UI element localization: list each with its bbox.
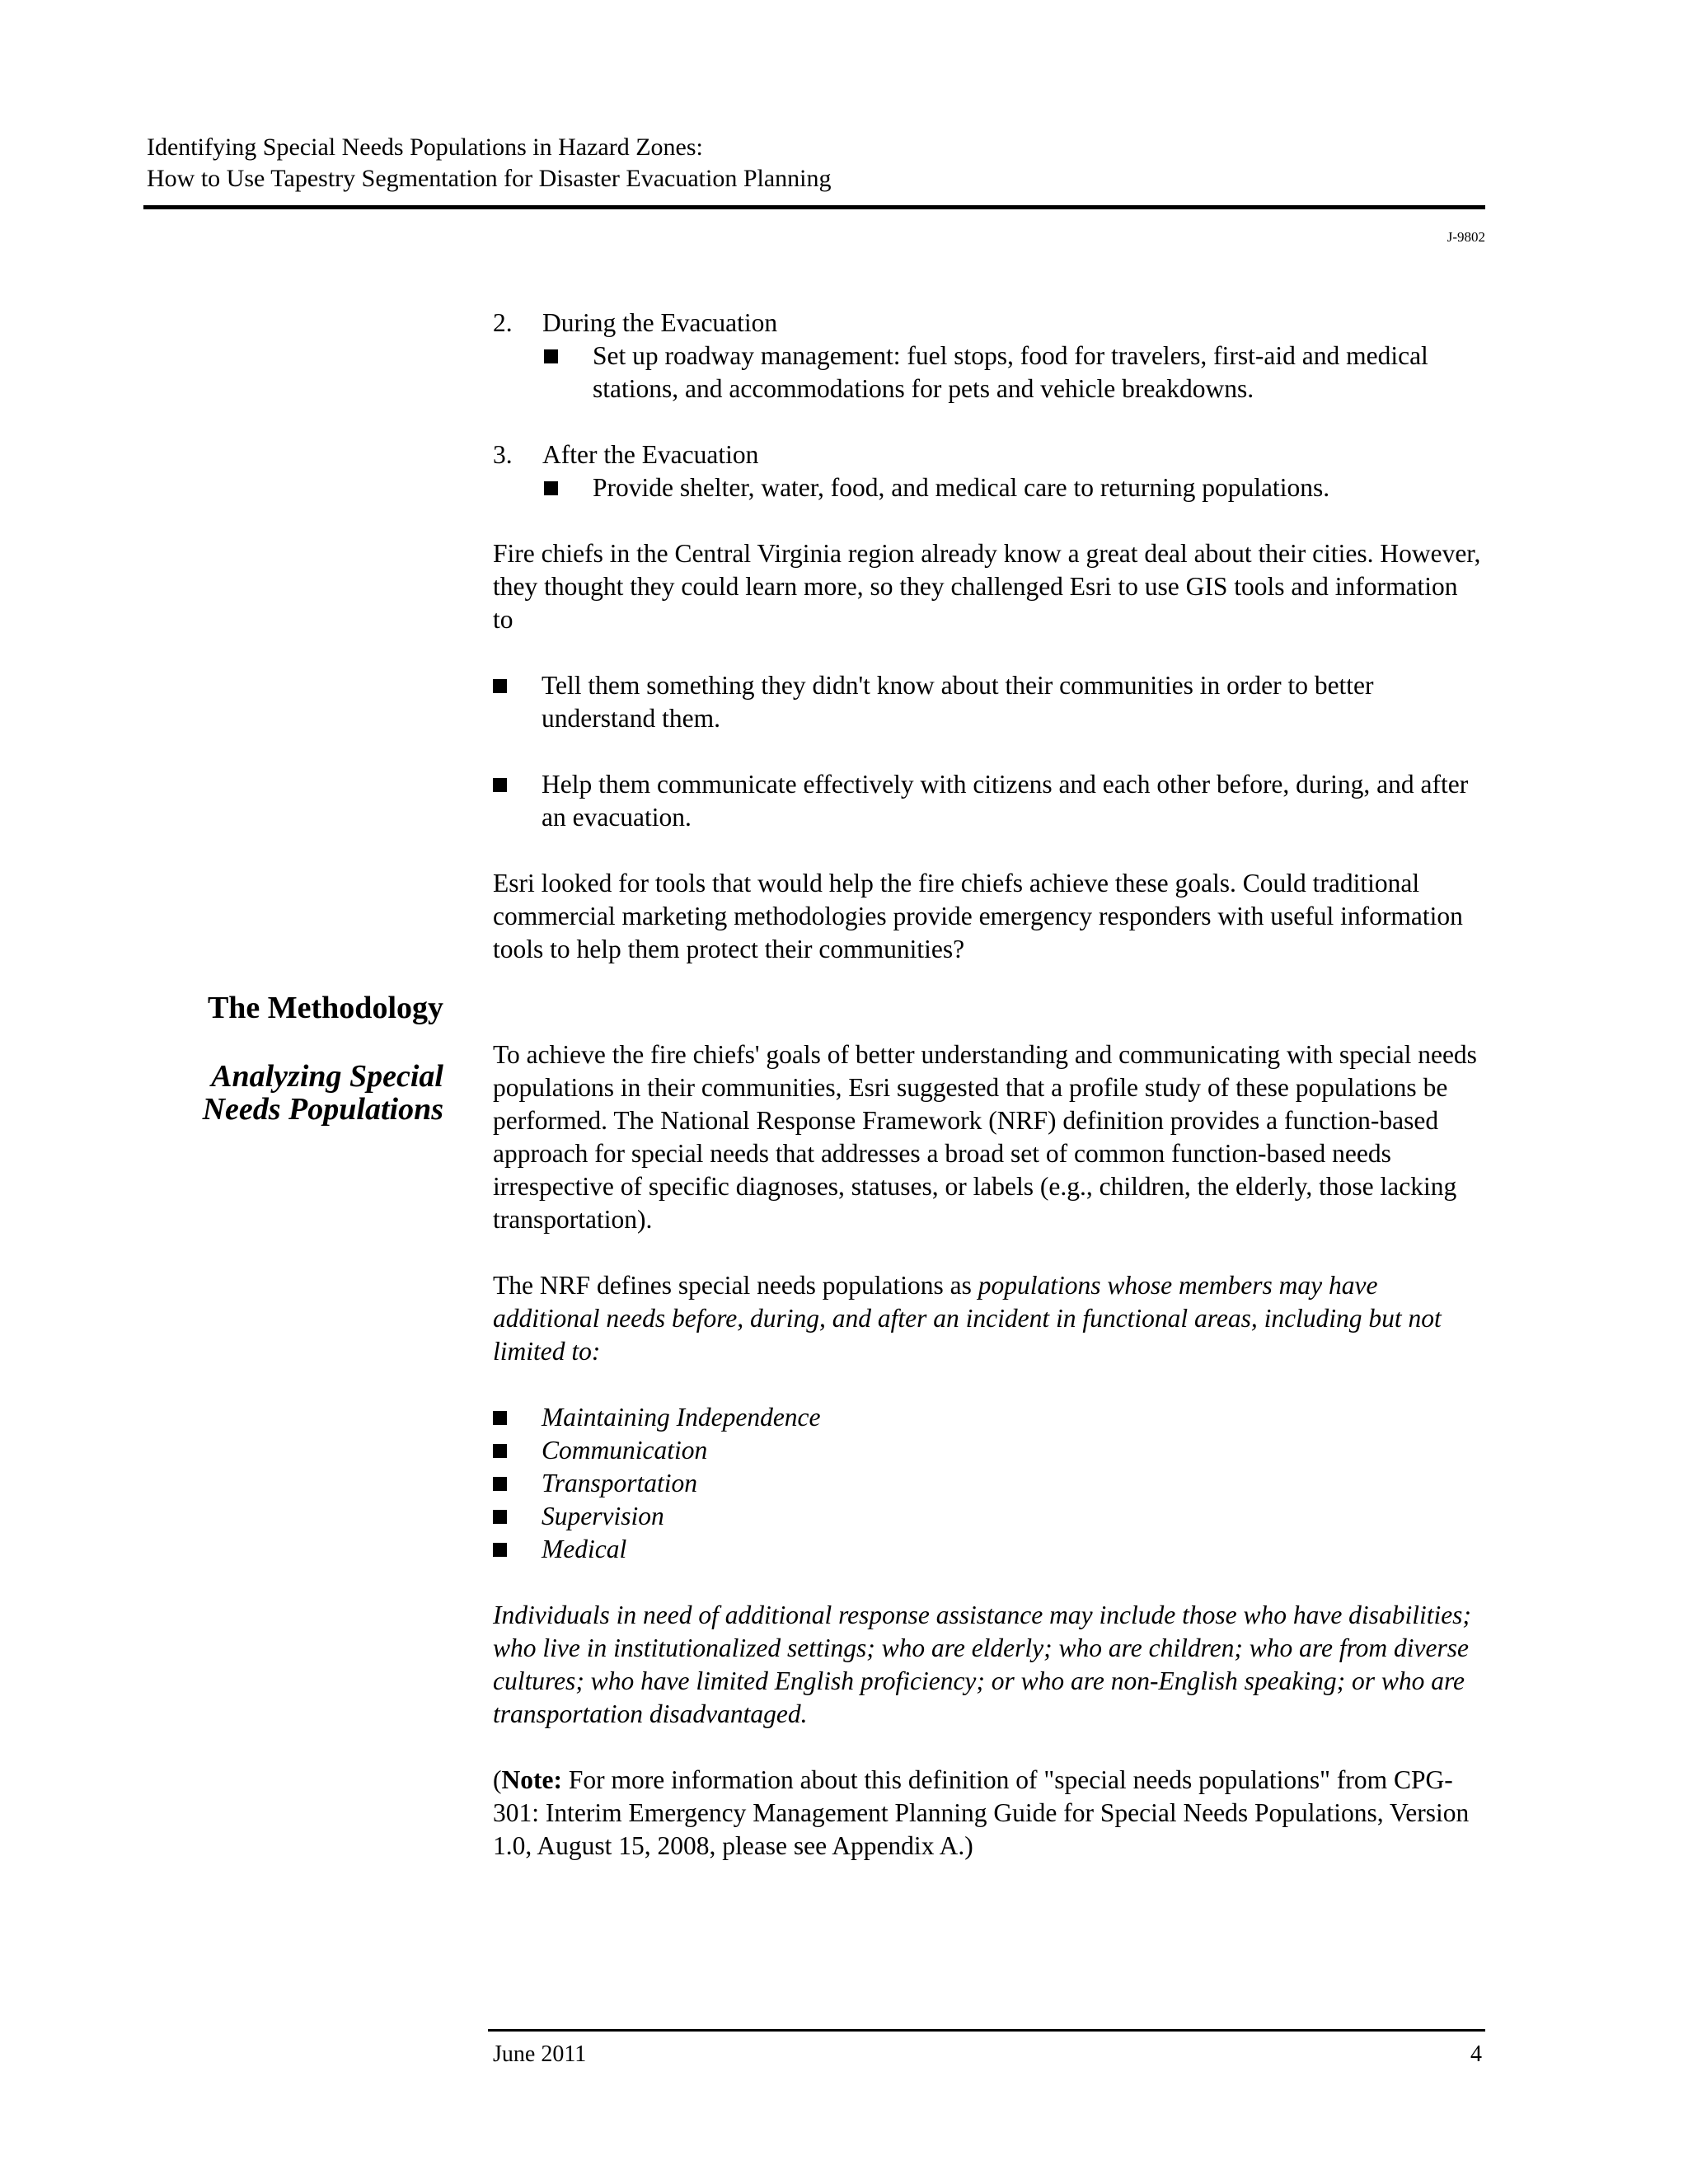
square-bullet-icon — [544, 349, 558, 363]
square-bullet-icon — [493, 1444, 507, 1458]
sub-bullet-text: Set up roadway management: fuel stops, food for travelers, first-aid and medical stations, and accommodations for pets and vehicle breakdowns. — [593, 341, 1428, 403]
subsection-heading-line1: Analyzing Special — [211, 1059, 443, 1094]
square-bullet-icon — [544, 481, 558, 495]
square-bullet-icon — [493, 1477, 507, 1491]
paragraph-definition: populations whose members may have additional needs before, during, and after an incident in functional areas, including but not limited to: — [493, 1271, 1442, 1366]
item-title: After the Evacuation — [542, 440, 759, 469]
sub-bullet — [544, 471, 1482, 504]
bullet-item — [493, 669, 1482, 735]
square-bullet-icon — [493, 778, 507, 792]
paragraph: To achieve the fire chiefs' goals of better understanding and communicating with special needs populations in their communities, Esri suggested that a profile study of these populations be performed. The National Response Framework (NRF) definition provides a function-based approach for special needs that addresses a broad set of common function-based needs irrespective of specific diagnoses, statuses, or labels (e.g., children, the elderly, those lacking transportation). — [493, 1040, 1477, 1234]
item-number: 3. — [493, 440, 513, 469]
note-paragraph — [493, 1764, 1482, 1863]
square-bullet-icon — [493, 1411, 507, 1425]
bullet-item — [493, 1434, 1482, 1467]
bullet-item — [493, 1533, 1482, 1566]
numbered-item — [493, 438, 1482, 471]
footer-date: June 2011 — [493, 2041, 587, 2067]
paragraph: Esri looked for tools that would help the fire chiefs achieve these goals. Could traditional commercial marketing methodologies provide emergency responders with useful information tools to help them protect their communities? — [493, 869, 1463, 963]
paragraph: Individuals in need of additional response assistance may include those who have disabilities; who live in institutionalized settings; who are elderly; who are children; who are from diverse cultures; who have limited English proficiency; or who are non-English speaking; or who are transportation disadvantaged. — [493, 1601, 1471, 1728]
bullet-text: Maintaining Independence — [542, 1403, 821, 1432]
bullet-text: Help them communicate effectively with citizens and each other before, during, and after an evacuation. — [542, 770, 1469, 832]
subsection-heading-line2: Needs Populations — [202, 1092, 443, 1127]
paragraph — [493, 1269, 1482, 1368]
note-text: For more information about this definition of "special needs populations" from CPG-301: Interim Emergency Management Planning Guide for Special Needs Populations, Version 1.0, August 15, 2008, please see Appendix A.) — [493, 1765, 1470, 1860]
bullet-item — [493, 1500, 1482, 1533]
bullet-item — [493, 1467, 1482, 1500]
bullet-text: Transportation — [542, 1469, 698, 1497]
note-label: Note: — [501, 1765, 562, 1794]
paragraph-lead: The NRF defines special needs populations as — [493, 1271, 978, 1300]
bullet-text: Communication — [542, 1436, 708, 1465]
section-heading: The Methodology — [207, 991, 443, 1025]
bullet-text: Tell them something they didn't know about their communities in order to better understand them. — [542, 671, 1374, 733]
bullet-text: Supervision — [542, 1502, 664, 1530]
sub-bullet — [544, 340, 1482, 405]
page-number: 4 — [1470, 2041, 1482, 2067]
header-divider — [143, 205, 1485, 209]
item-title: During the Evacuation — [542, 308, 778, 337]
square-bullet-icon — [493, 679, 507, 693]
bullet-item — [493, 768, 1482, 834]
numbered-item — [493, 307, 1482, 340]
square-bullet-icon — [493, 1510, 507, 1524]
body-text — [493, 307, 1482, 1863]
header-title-line1: Identifying Special Needs Populations in Hazard Zones: — [147, 134, 703, 161]
square-bullet-icon — [493, 1543, 507, 1557]
bullet-item — [493, 1401, 1482, 1434]
item-number: 2. — [493, 308, 513, 337]
subsection-heading — [203, 1060, 443, 1126]
sub-bullet-text: Provide shelter, water, food, and medical care to returning populations. — [593, 473, 1330, 502]
document-id: J-9802 — [1447, 229, 1485, 245]
running-header — [147, 132, 1484, 194]
header-title-line2: How to Use Tapestry Segmentation for Disaster Evacuation Planning — [147, 165, 832, 192]
footer-divider — [488, 2029, 1485, 2032]
bullet-text: Medical — [542, 1535, 627, 1563]
note-open: ( — [493, 1765, 502, 1794]
paragraph: Fire chiefs in the Central Virginia region already know a great deal about their cities. However, they thought they could learn more, so they challenged Esri to use GIS tools and information to — [493, 539, 1481, 634]
